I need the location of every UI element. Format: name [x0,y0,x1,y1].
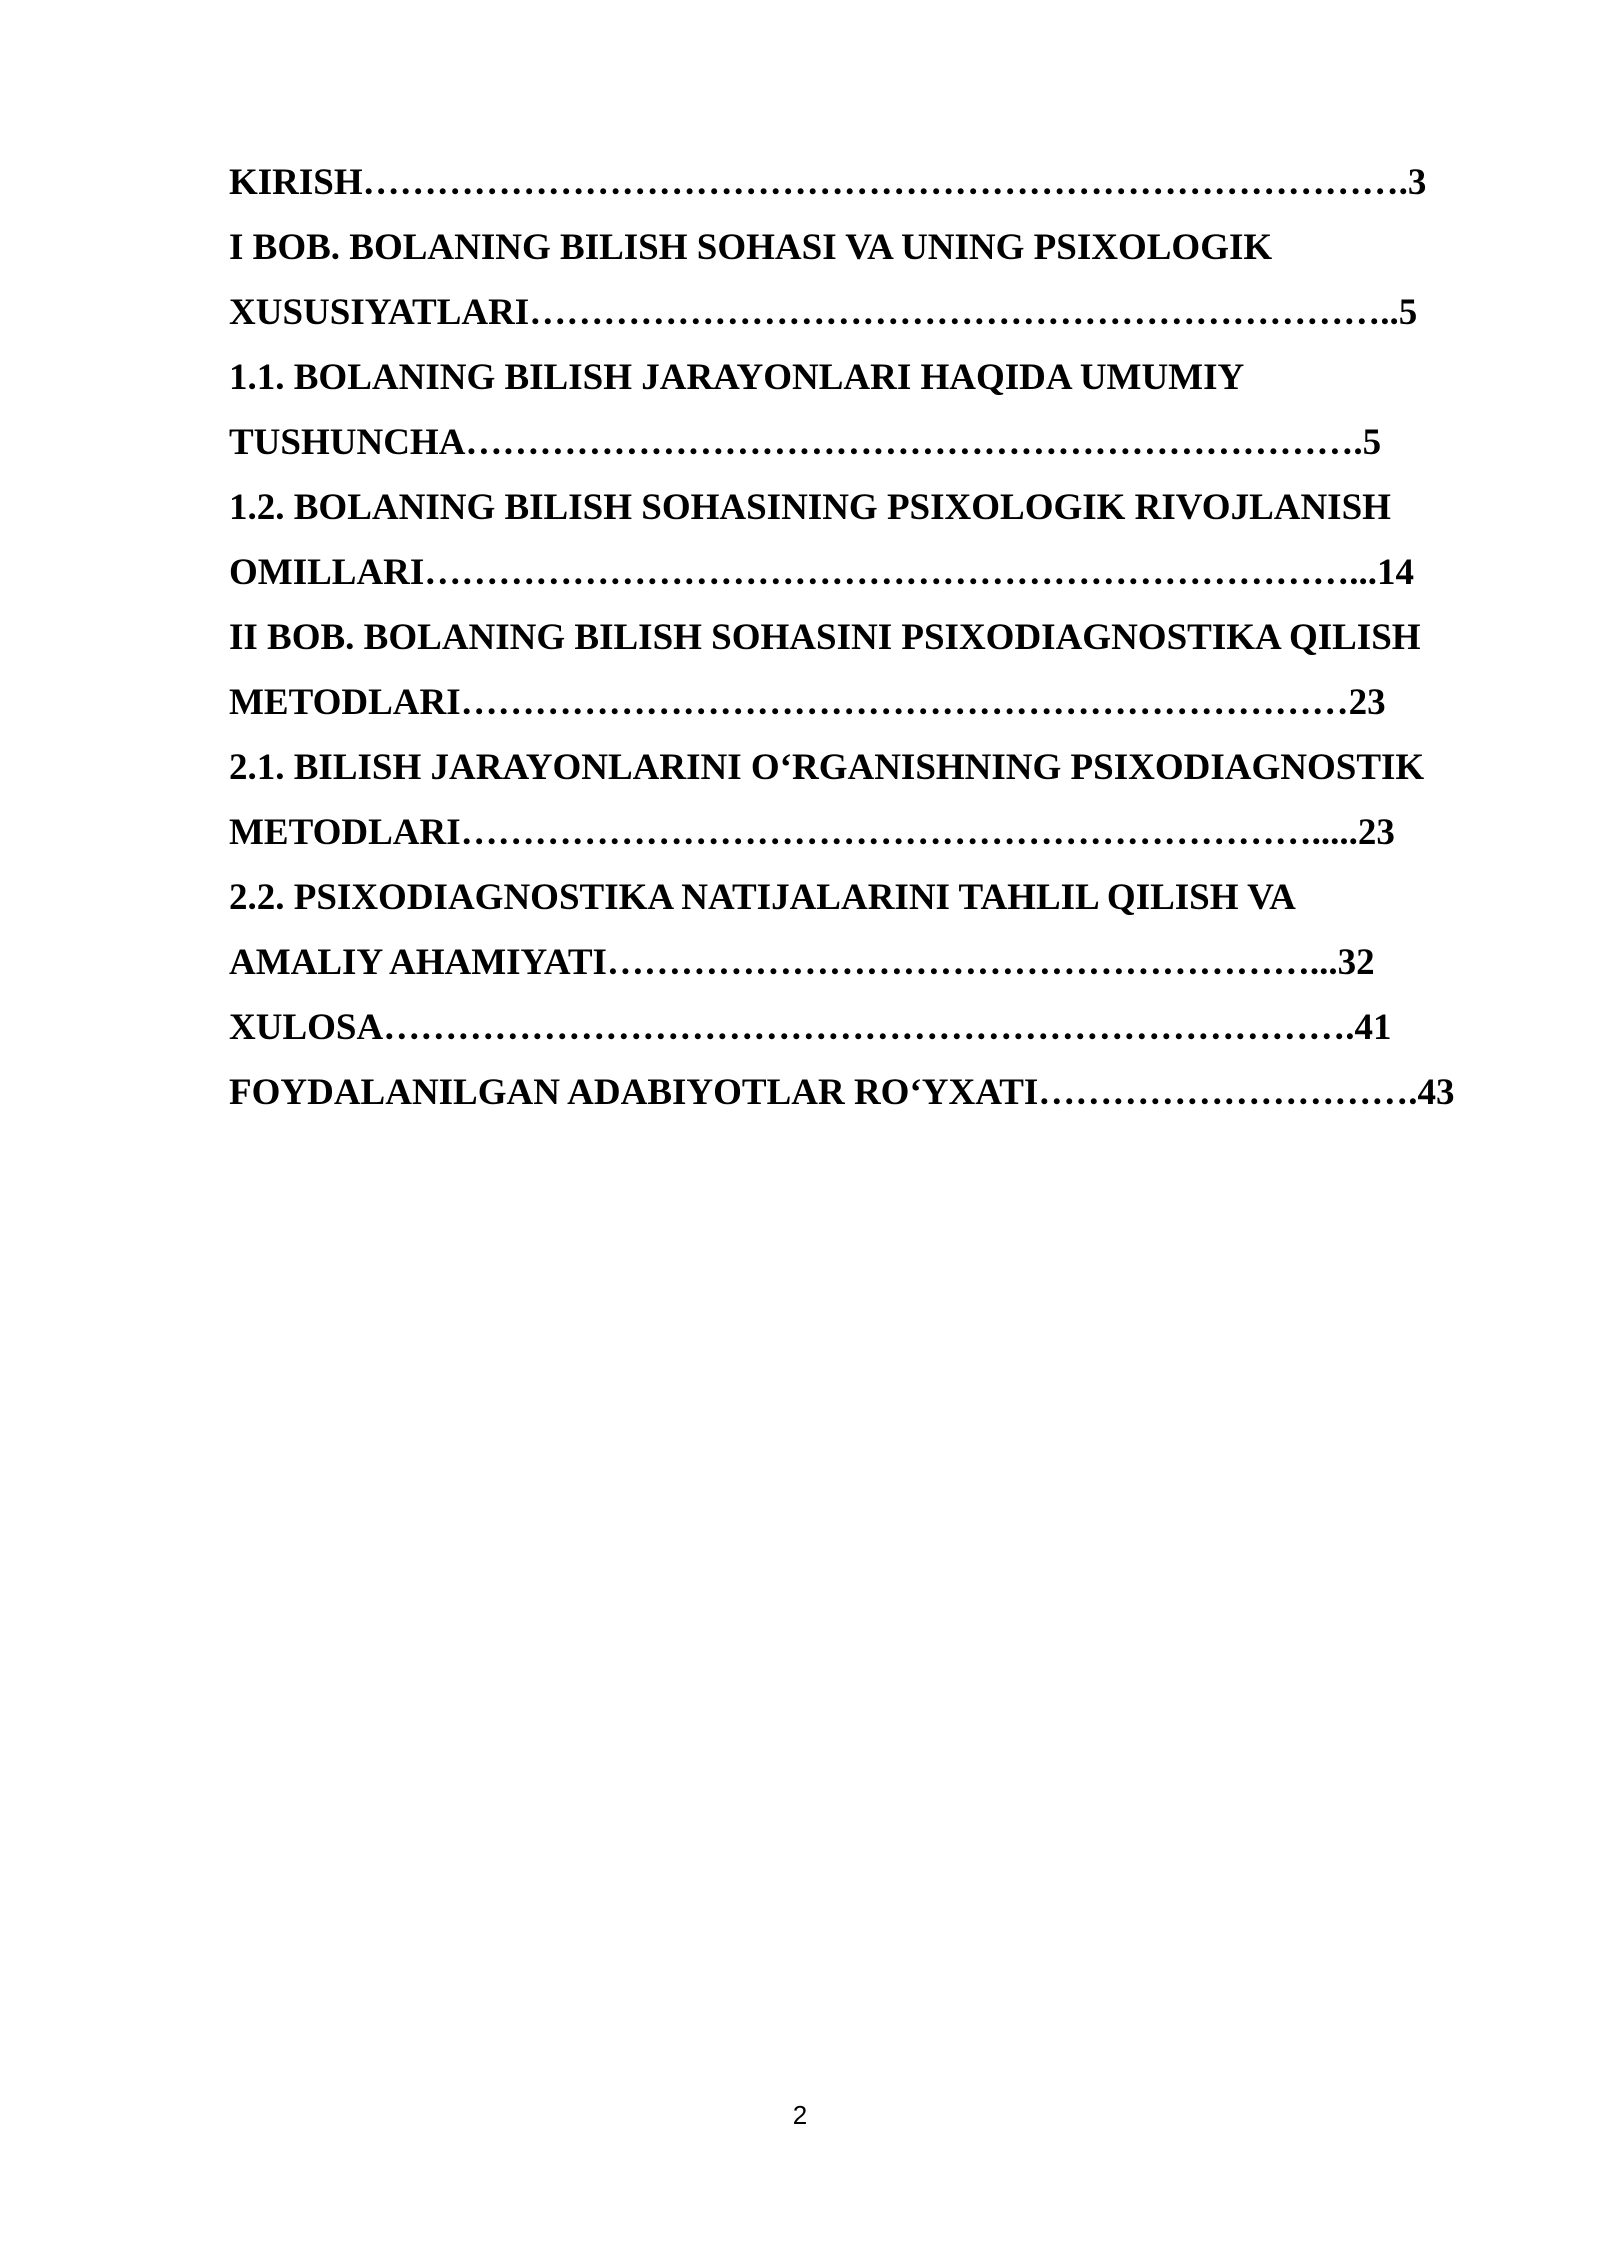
toc-line-chapter-1-title-cont: XUSUSIYATLARI……………………………………………………………..5 [229,292,1418,333]
toc-line-section-1-2-cont: OMILLARI…………………………………………………………………...14 [229,552,1415,593]
toc-line-section-2-2: 2.2. PSIXODIAGNOSTIKA NATIJALARINI TAHLIL QILISH VA [229,877,1296,918]
table-of-contents [229,150,1489,1125]
toc-line-section-2-2-cont: AMALIY AHAMIYATI…………………………………………………...32 [229,942,1375,983]
page-number: 2 [792,2100,808,2130]
toc-line-section-1-1: 1.1. BOLANING BILISH JARAYONLARI HAQIDA UMUMIY [229,357,1245,398]
toc-line-xulosa: XULOSA…………………………………………………………………….41 [229,1007,1392,1048]
toc-line-chapter-2-title-cont: METODLARI………………………………………………………………23 [229,682,1386,723]
toc-line-chapter-1-title: I BOB. BOLANING BILISH SOHASI VA UNING PSIXOLOGIK [229,227,1273,268]
toc-line-references: FOYDALANILGAN ADABIYOTLAR RO‘YXATI………………………….43 [229,1072,1455,1113]
toc-line-chapter-2-title: II BOB. BOLANING BILISH SOHASINI PSIXODIAGNOSTIKA QILISH [229,617,1421,658]
toc-line-section-2-1-cont: METODLARI…………………………………………………………….....23 [229,812,1395,853]
toc-line-section-1-1-cont: TUSHUNCHA……………………………………………………………….5 [229,422,1382,463]
toc-line-section-1-2: 1.2. BOLANING BILISH SOHASINING PSIXOLOGIK RIVOJLANISH [229,487,1391,528]
toc-line-section-2-1: 2.1. BILISH JARAYONLARINI O‘RGANISHNING PSIXODIAGNOSTIK [229,747,1425,788]
toc-line-kirish: KIRISH………………………………………………………………………….3 [229,162,1427,203]
